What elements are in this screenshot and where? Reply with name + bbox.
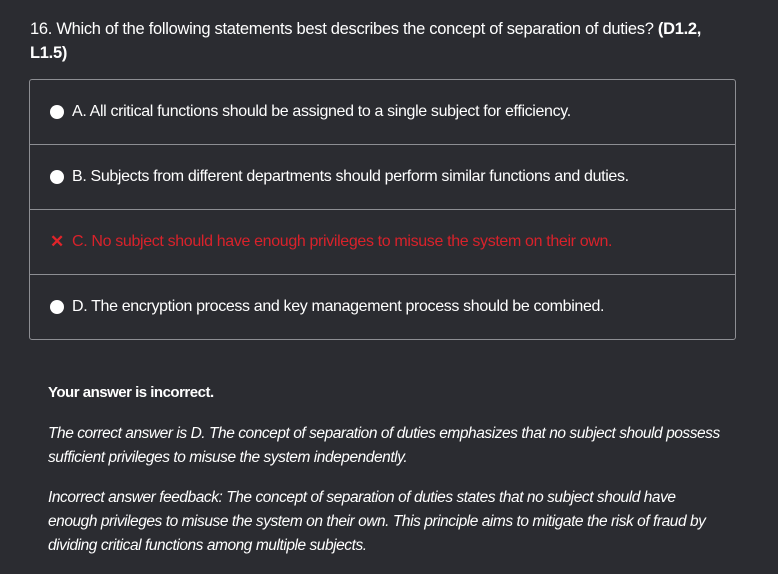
answer-verdict: Your answer is incorrect. <box>48 384 214 401</box>
answer-options <box>29 79 736 340</box>
question-reference: (D1.2, L1.5) <box>30 20 702 62</box>
option-a[interactable] <box>30 80 735 145</box>
option-d-label: D. The encryption process and key management process should be combined. <box>72 298 605 315</box>
option-c[interactable] <box>30 210 735 275</box>
question-text <box>30 17 740 65</box>
correct-answer-explanation: The correct answer is D. The concept of separation of duties emphasizes that no subject should possess sufficient privileges to misuse the system independently. <box>48 425 720 466</box>
option-d[interactable] <box>30 275 735 339</box>
option-a-label: A. All critical functions should be assigned to a single subject for efficiency. <box>72 103 571 120</box>
option-c-label: C. No subject should have enough privileges to misuse the system on their own. <box>72 233 613 250</box>
question-stem: 16. Which of the following statements best describes the concept of separation of duties? <box>30 20 658 38</box>
incorrect-x-icon: ✕ <box>50 232 64 251</box>
incorrect-answer-feedback: Incorrect answer feedback: The concept of separation of duties states that no subject should have enough privileges to misuse the system on their own. This principle aims to mitigate the risk of fraud by dividing critical functions among multiple subjects. <box>48 489 706 554</box>
feedback-panel <box>48 381 728 574</box>
option-b-label: B. Subjects from different departments should perform similar functions and duties. <box>72 168 629 185</box>
option-b[interactable] <box>30 145 735 210</box>
radio-dot-icon <box>50 105 64 119</box>
radio-dot-icon <box>50 300 64 314</box>
radio-dot-icon <box>50 170 64 184</box>
